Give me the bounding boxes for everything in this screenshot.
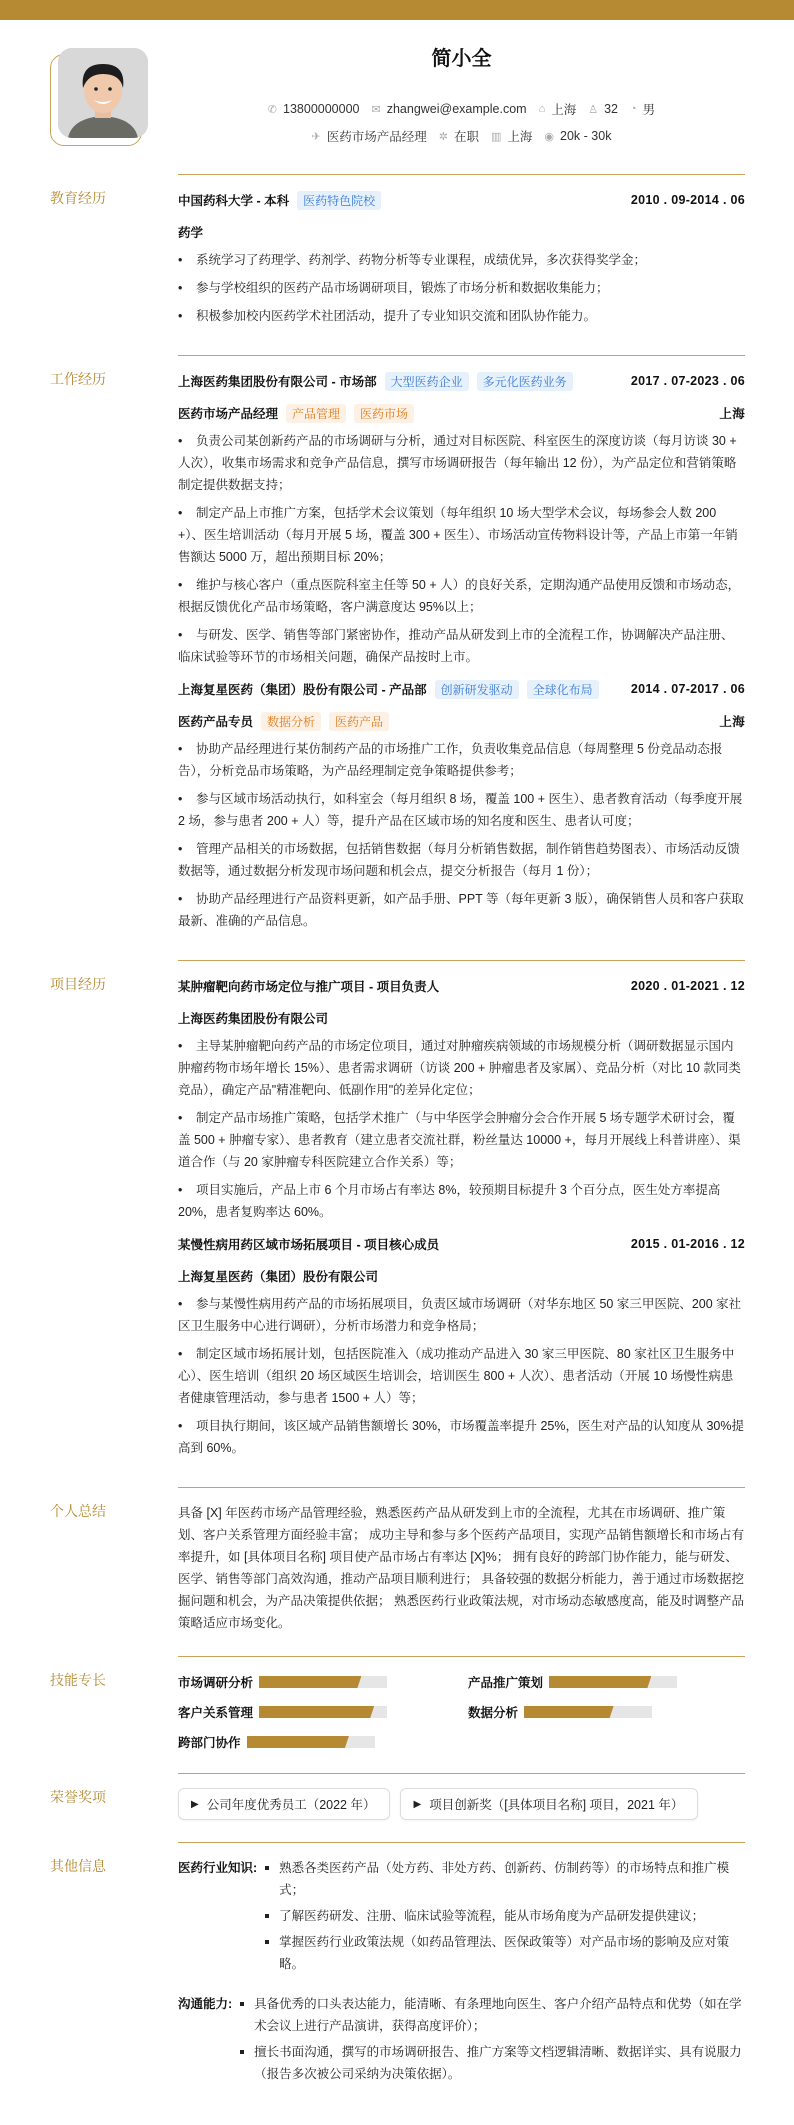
top-accent-bar — [0, 0, 794, 20]
entry-subheader — [178, 221, 745, 243]
skills-section-body — [178, 1656, 745, 1773]
entry-subtitle: 医药市场产品经理 — [178, 407, 279, 421]
other-info-list — [263, 1857, 745, 1979]
entry-sub-group — [178, 1009, 328, 1027]
entry-title-group — [178, 191, 381, 210]
skills-grid — [178, 1671, 745, 1751]
education-section-title: 教育经历 — [50, 190, 106, 206]
bullet-item: • 制定产品市场推广策略，包括学术推广（与中华医学会肿瘤分会合作开展 5 场专题学术研讨会，覆盖 500 + 肿瘤专家）、患者教育（建立患者交流社群，粉丝量达 10000 +，每月开展线上科普讲座）、渠道合作（与 20 家肿瘤专科医院建立合作关系）等； — [178, 1107, 745, 1173]
other-info-item: 擅长书面沟通，撰写的市场调研报告、推广方案等文档逻辑清晰、数据详实、具有说服力（报告多次被公司采纳为决策依据）。 — [238, 2041, 745, 2085]
bullet-item: • 项目实施后，产品上市 6 个月市场占有率达 8%，较预期目标提升 3 个百分点，医生处方率提高 20%，患者复购率达 60%。 — [178, 1179, 745, 1223]
education-entry — [178, 189, 745, 327]
contact-text: 男 — [642, 103, 656, 117]
entry-title: 某慢性病用药区域市场拓展项目 - 项目核心成员 — [178, 1238, 440, 1252]
entry-header — [178, 1233, 745, 1255]
other-section-title: 其他信息 — [50, 1858, 106, 1874]
bullet-item: • 协助产品经理进行某仿制药产品的市场推广工作，负责收集竞品信息（每周整理 5 份竞品动态报告），分析竞品市场策略，为产品经理制定竞争策略提供参考； — [178, 738, 745, 782]
resume-sections — [0, 174, 794, 2125]
summary-section-body — [178, 1487, 745, 1656]
entry-subtitle: 医药产品专员 — [178, 715, 254, 729]
bullet-item: • 参与学校组织的医药产品市场调研项目，锻炼了市场分析和数据收集能力； — [178, 277, 745, 299]
honor-text: 公司年度优秀员工（2022 年） — [206, 1798, 376, 1812]
contact-text: 医药市场产品经理 — [326, 130, 427, 144]
honor-item — [400, 1788, 698, 1820]
status-icon: ✲ — [438, 130, 448, 143]
candidate-name: 简小全 — [431, 48, 492, 70]
tag-badge: 产品管理 — [286, 404, 346, 423]
entry-subheader — [178, 1265, 745, 1287]
entry-subtitle: 上海医药集团股份有限公司 — [178, 1012, 329, 1026]
entry-title-group — [178, 680, 599, 699]
city-icon: ▥ — [491, 130, 502, 143]
skill-item — [178, 1673, 468, 1691]
skill-level-bar — [259, 1706, 387, 1718]
contact-text: 上海 — [551, 103, 577, 117]
projects-section — [0, 960, 794, 1487]
entry-subtitle: 药学 — [178, 226, 204, 240]
entry-sub-group — [178, 223, 203, 241]
job-icon: ✈ — [311, 130, 321, 143]
other-info-label: 医药行业知识: — [178, 1861, 258, 1875]
contact-text: 32 — [604, 102, 619, 116]
entry-sub-group — [178, 404, 414, 423]
contact-text: 13800000000 — [283, 102, 360, 116]
work-entry — [178, 678, 745, 932]
entry-header — [178, 975, 745, 997]
resume-header — [0, 20, 794, 174]
bullet-list — [178, 1293, 745, 1459]
skill-level-fill — [259, 1706, 374, 1718]
honor-text: 项目创新奖（[具体项目名称] 项目，2021 年） — [429, 1798, 684, 1812]
entry-header — [178, 370, 745, 392]
skill-item — [468, 1703, 745, 1721]
entry-date: 2010 . 09-2014 . 06 — [630, 193, 745, 207]
contact-text: 在职 — [453, 130, 479, 144]
other-info-item: 了解医药研发、注册、临床试验等流程，能从市场角度为产品研发提供建议； — [263, 1905, 745, 1927]
home-icon: ⌂ — [538, 103, 546, 115]
entry-date: 2015 . 01-2016 . 12 — [630, 1237, 745, 1251]
bullet-list — [178, 249, 745, 327]
phone-icon: ✆ — [267, 103, 278, 116]
contact-text: 上海 — [507, 130, 533, 144]
tag-badge: 多元化医药业务 — [477, 372, 573, 391]
contact-item — [588, 100, 618, 118]
tag-badge: 医药特色院校 — [297, 191, 381, 210]
bullet-item: • 制定产品上市推广方案，包括学术会议策划（每年组织 10 场大型学术会议，每场参会人数 200 +）、医生培训活动（每月开展 5 场，覆盖 300 + 医生）、市场活动宣传物料设计等，产品上市第一年销售额达 5000 万，超出预期目标 20%； — [178, 502, 745, 568]
work-section — [0, 355, 794, 960]
entry-header — [178, 189, 745, 211]
honors-section-body — [178, 1773, 745, 1842]
skill-level-fill — [259, 1676, 361, 1688]
contact-item — [544, 127, 611, 145]
bullet-item: • 参与某慢性病用药产品的市场拓展项目，负责区域市场调研（对华东地区 50 家三甲医院、200 家社区卫生服务中心进行调研），分析市场潜力和竞争格局； — [178, 1293, 745, 1337]
honors-list — [178, 1788, 745, 1820]
skill-item — [178, 1703, 468, 1721]
bullet-item: • 协助产品经理进行产品资料更新，如产品手册、PPT 等（每年更新 3 版），确保销售人员和客户获取最新、准确的产品信息。 — [178, 888, 745, 932]
entry-title-group — [178, 1235, 439, 1253]
bullet-list — [178, 738, 745, 932]
contact-item — [439, 127, 479, 145]
triangle-right-icon: ▶ — [191, 1798, 199, 1810]
gender-icon: ◔ — [630, 103, 637, 115]
other-info-label: 沟通能力: — [178, 1997, 233, 2011]
other-info-list — [238, 1993, 745, 2089]
skill-name: 市场调研分析 — [178, 1676, 254, 1690]
other-section — [0, 1842, 794, 2125]
other-info-item: 具备优秀的口头表达能力，能清晰、有条理地向医生、客户介绍产品特点和优势（如在学术会议上进行产品演讲，获得高度评价）； — [238, 1993, 745, 2037]
skill-name: 客户关系管理 — [178, 1706, 254, 1720]
bullet-item: • 参与区域市场活动执行，如科室会（每月组织 8 场，覆盖 100 + 医生）、患者教育活动（每季度开展 2 场，参与患者 200 + 人）等，提升产品在区域市场的知名度和医生、患者认可度； — [178, 788, 745, 832]
entry-subheader — [178, 402, 745, 424]
entry-subheader — [178, 1007, 745, 1029]
skill-name: 数据分析 — [468, 1706, 519, 1720]
contact-item — [491, 127, 532, 145]
entry-title-group — [178, 977, 439, 995]
avatar — [50, 48, 148, 146]
skill-name: 产品推广策划 — [468, 1676, 544, 1690]
bullet-item: • 积极参加校内医药学术社团活动，提升了专业知识交流和团队协作能力。 — [178, 305, 745, 327]
bullet-item: • 主导某肿瘤靶向药产品的市场定位项目，通过对肿瘤疾病领域的市场规模分析（调研数据显示国内肿瘤药物市场年增长 15%）、患者需求调研（访谈 200 + 肿瘤患者及家属）、竞品分析（对比 10 款同类竞品），确定产品"精准靶向、低副作用"的差异化定位； — [178, 1035, 745, 1101]
skill-level-bar — [259, 1676, 387, 1688]
tag-badge: 大型医药企业 — [385, 372, 469, 391]
projects-section-body — [178, 960, 745, 1487]
bullet-list — [178, 430, 745, 668]
skill-level-bar — [524, 1706, 652, 1718]
other-info-item: 掌握医药行业政策法规（如药品管理法、医保政策等）对产品市场的影响及应对策略。 — [263, 1931, 745, 1975]
bullet-item: • 系统学习了药理学、药剂学、药物分析等专业课程，成绩优异，多次获得奖学金； — [178, 249, 745, 271]
bullet-item: • 与研发、医学、销售等部门紧密协作，推动产品从研发到上市的全流程工作，协调解决产品注册、临床试验等环节的市场相关问题，确保产品按时上市。 — [178, 624, 745, 668]
bullet-item: • 制定区域市场拓展计划，包括医院准入（成功推动产品进入 30 家三甲医院、80 家社区卫生服务中心）、医生培训（组织 20 场区域医生培训会，培训医生 800 + 人次）、患者活动（开展 10 场慢性病患者健康管理活动，参与患者 1500 + 人）等； — [178, 1343, 745, 1409]
triangle-right-icon: ▶ — [413, 1798, 422, 1810]
entry-date: 2017 . 07-2023 . 06 — [630, 374, 745, 388]
tag-badge: 医药产品 — [329, 712, 389, 731]
contact-text: 20k - 30k — [560, 129, 612, 143]
entry-title: 上海医药集团股份有限公司 - 市场部 — [178, 375, 377, 389]
honors-section — [0, 1773, 794, 1842]
entry-subtitle: 上海复星医药（集团）股份有限公司 — [178, 1270, 379, 1284]
bullet-list — [178, 1035, 745, 1223]
job-intent-row — [178, 127, 745, 145]
honor-item — [178, 1788, 390, 1820]
education-section — [0, 174, 794, 355]
other-section-body — [178, 1842, 745, 2125]
contact-item — [372, 100, 527, 118]
entry-sub-group — [178, 712, 389, 731]
entry-date: 2020 . 01-2021 . 12 — [630, 979, 745, 993]
skills-section — [0, 1656, 794, 1773]
contact-item — [539, 100, 577, 118]
age-icon: ♙ — [588, 103, 599, 116]
other-info-item: 熟悉各类医药产品（处方药、非处方药、创新药、仿制药等）的市场特点和推广模式； — [263, 1857, 745, 1901]
other-info-group — [178, 1857, 745, 1979]
work-entry — [178, 370, 745, 668]
tag-badge: 数据分析 — [261, 712, 321, 731]
contact-item — [312, 127, 427, 145]
work-section-title: 工作经历 — [50, 371, 106, 387]
salary-icon: ◉ — [544, 130, 555, 143]
bullet-item: • 管理产品相关的市场数据，包括销售数据（每月分析销售数据，制作销售趋势图表）、市场活动反馈数据等，通过数据分析发现市场问题和机会点，提交分析报告（每月 1 份）； — [178, 838, 745, 882]
entry-location: 上海 — [719, 407, 745, 421]
contact-text: zhangwei@example.com — [386, 102, 527, 116]
entry-location: 上海 — [719, 715, 745, 729]
entry-date: 2014 . 07-2017 . 06 — [630, 682, 745, 696]
entry-title: 中国药科大学 - 本科 — [178, 194, 290, 208]
contact-item — [268, 100, 360, 118]
work-section-body — [178, 355, 745, 960]
entry-title-group — [178, 372, 573, 391]
projects-entry — [178, 1233, 745, 1459]
entry-header — [178, 678, 745, 700]
projects-section-title: 项目经历 — [50, 976, 106, 992]
bullet-item: • 维护与核心客户（重点医院科室主任等 50 + 人）的良好关系，定期沟通产品使用反馈和市场动态，根据反馈优化产品市场策略，客户满意度达 95%以上； — [178, 574, 745, 618]
education-section-body — [178, 174, 745, 355]
other-info-group — [178, 1993, 745, 2089]
skill-level-bar — [549, 1676, 677, 1688]
entry-title: 上海复星医药（集团）股份有限公司 - 产品部 — [178, 683, 427, 697]
skills-section-title: 技能专长 — [50, 1672, 106, 1688]
tag-badge: 全球化布局 — [527, 680, 599, 699]
entry-title: 某肿瘤靶向药市场定位与推广项目 - 项目负责人 — [178, 980, 440, 994]
summary-text: 具备 [X] 年医药市场产品管理经验，熟悉医药产品从研发到上市的全流程，尤其在市场调研、推广策划、客户关系管理方面经验丰富； 成功主导和参与多个医药产品项目，实现产品销售额增长和市场占有率提升，如 [具体项目名称] 项目使产品市场占有率达 [X]%； 拥有良好的跨部门协作能力，能与研发、医学、销售等部门高效沟通，推动产品项目顺利进行； 具备较强的数据分析能力，善于通过市场数据挖掘问题和机会，为产品决策提供依据； 熟悉医药行业政策法规，对市场动态敏感度高，能及时调整产品策略适应市场变化。 — [178, 1506, 744, 1630]
skill-level-fill — [247, 1736, 349, 1748]
contact-row — [178, 100, 745, 118]
summary-section-title: 个人总结 — [50, 1503, 106, 1519]
mail-icon: ✉ — [371, 103, 381, 116]
skill-item — [178, 1733, 468, 1751]
skill-name: 跨部门协作 — [178, 1736, 241, 1750]
skill-level-bar — [247, 1736, 375, 1748]
skill-item — [468, 1673, 745, 1691]
skill-level-fill — [549, 1676, 651, 1688]
avatar-photo — [58, 48, 148, 138]
skill-level-fill — [524, 1706, 614, 1718]
contact-item — [630, 100, 655, 118]
summary-section — [0, 1487, 794, 1656]
tag-badge: 创新研发驱动 — [435, 680, 519, 699]
projects-entry — [178, 975, 745, 1223]
bullet-item: • 项目执行期间，该区域产品销售额增长 30%，市场覆盖率提升 25%，医生对产品的认知度从 30%提高到 60%。 — [178, 1415, 745, 1459]
entry-subheader — [178, 710, 745, 732]
tag-badge: 医药市场 — [354, 404, 414, 423]
honors-section-title: 荣誉奖项 — [50, 1789, 106, 1805]
entry-sub-group — [178, 1267, 378, 1285]
bullet-item: • 负责公司某创新药产品的市场调研与分析，通过对目标医院、科室医生的深度访谈（每月访谈 30 + 人次），收集市场需求和竞争产品信息，撰写市场调研报告（每年输出 12 份），为产品定位和营销策略制定提供数据支持； — [178, 430, 745, 496]
